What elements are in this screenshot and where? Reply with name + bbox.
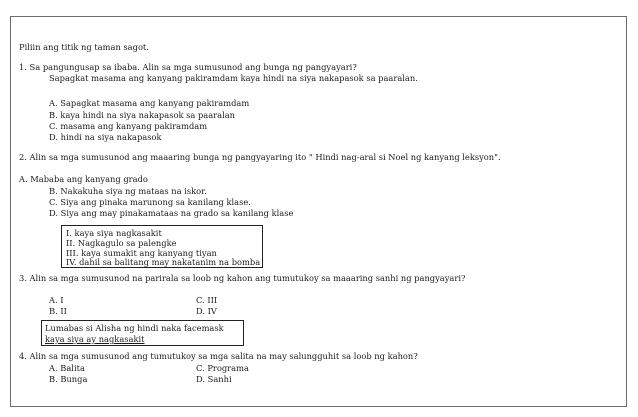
q1-choice-d: D. hindi na siya nakapasok [49,132,162,142]
q2-choice-c: C. Siya ang pinaka marunong sa kanilang klase. [49,197,251,207]
q2-choice-b: B. Nakakuha siya ng mataas na iskor. [49,186,207,196]
q3-box-item-2: II. Nagkagulo sa palengke [66,238,177,248]
q4-choice-c: C. Programa [196,363,249,373]
q2-choice-a: A. Mababa ang kanyang grado [19,174,148,184]
q4-box-line-2-underlined: kaya siya ay nagkasakit [45,334,145,344]
q3-choice-b: B. II [49,306,67,316]
q3-box-item-1: I. kaya siya nagkasakit [66,228,162,238]
q4-choice-d: D. Sanhi [196,374,232,384]
q2-question: 2. Alin sa mga sumusunod ang maaaring bunga ng pangyayaring ito " Hindi nag-aral si Noel ng kanyang leksyon". [19,152,501,162]
q1-choice-b: B. kaya hindi na siya nakapasok sa paaralan [49,110,236,120]
q1-choice-a: A. Sapagkat masama ang kanyang pakiramdam [49,98,250,108]
q1-choice-c: C. masama ang kanyang pakiramdam [49,121,208,131]
instruction: Piliin ang titik ng taman sagot. [19,42,149,52]
q3-box-item-4: IV. dahil sa balitang may nakatanim na bomba [66,257,261,267]
q3-box-item-3: III. kaya sumakit ang kanyang tiyan [66,248,217,258]
q4-box-line-1: Lumabas si Alisha ng hindi naka facemask [45,323,224,333]
q4-choice-a: A. Balita [49,363,85,373]
q3-choice-a: A. I [49,295,64,305]
q2-choice-d: D. Siya ang may pinakamataas na grado sa kanilang klase [49,208,294,218]
q4-question: 4. Alin sa mga sumusunod ang tumutukoy sa mga salita na may salungguhit sa loob ng kahon? [19,351,418,361]
q3-question: 3. Alin sa mga sumusunod na parirala sa loob ng kahon ang tumutukoy sa maaaring sanhi ng pangyayari? [19,273,466,283]
q1-sentence: Sapagkat masama ang kanyang pakiramdam kaya hindi na siya nakapasok sa paaralan. [49,73,418,83]
q1-question: 1. Sa pangungusap sa ibaba. Alin sa mga sumusunod ang bunga ng pangyayari? [19,62,357,72]
q4-choice-b: B. Bunga [49,374,88,384]
q3-choice-c: C. III [196,295,218,305]
q3-choice-d: D. IV [196,306,217,316]
